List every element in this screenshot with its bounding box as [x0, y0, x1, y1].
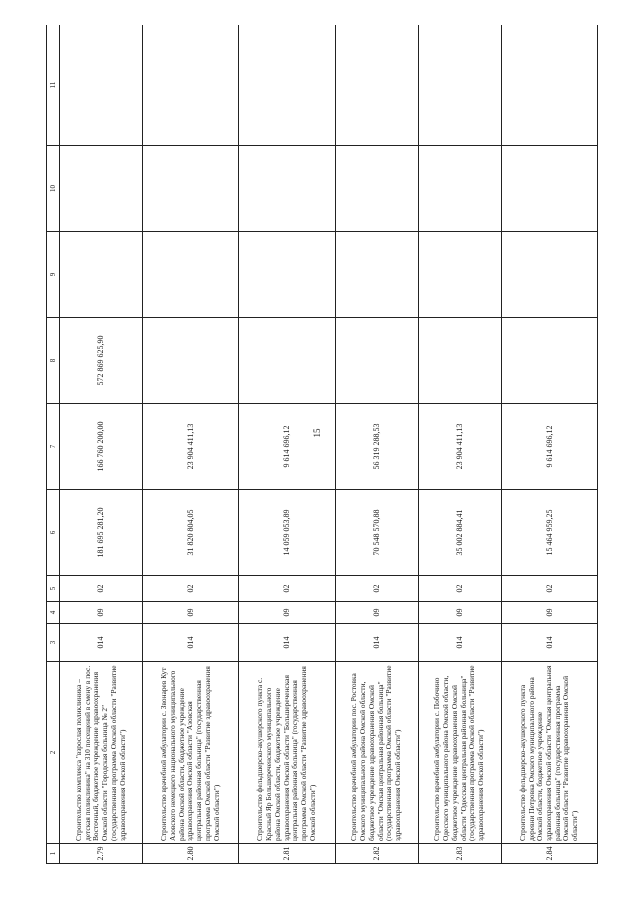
row-number: 2.84: [501, 844, 597, 864]
amount-col-6: 15 464 959,25: [501, 490, 597, 576]
amount-col-11: [335, 25, 418, 146]
amount-col-6: 181 695 281,20: [60, 490, 143, 576]
budget-table: [46, 25, 598, 864]
header-col-1: 1: [47, 844, 60, 864]
amount-col-8: [239, 318, 335, 404]
row-number: 2.83: [418, 844, 501, 864]
table-row: [335, 25, 418, 864]
amount-col-10: [143, 146, 239, 232]
code-col-4: 09: [143, 602, 239, 624]
amount-col-11: [239, 25, 335, 146]
header-col-7: 7: [47, 404, 60, 490]
amount-col-10: [239, 146, 335, 232]
table-row: [143, 25, 239, 864]
object-name: Строительство фельдшерско-акушерского пункта с. Красный Яр Большереченского муниципального района Омской области, бюджетное учреждение здравоохранения Омской области "Большереченская центральная районная больница" (государственная программа Омской области "Развитие здравоохранения Омской области"): [239, 662, 335, 844]
header-col-8: 8: [47, 318, 60, 404]
header-col-9: 9: [47, 232, 60, 318]
row-number: 2.79: [60, 844, 143, 864]
amount-col-9: [335, 232, 418, 318]
amount-col-7: 9 614 696,12: [239, 404, 335, 490]
amount-col-10: [501, 146, 597, 232]
code-col-5: 02: [60, 576, 143, 602]
amount-col-7: 23 904 411,13: [143, 404, 239, 490]
amount-col-8: [335, 318, 418, 404]
amount-col-8: 572 869 625,90: [60, 318, 143, 404]
code-col-4: 09: [501, 602, 597, 624]
code-col-5: 02: [239, 576, 335, 602]
header-col-6: 6: [47, 490, 60, 576]
row-number: 2.80: [143, 844, 239, 864]
header-row: [47, 25, 60, 864]
table-row: [418, 25, 501, 864]
code-col-5: 02: [143, 576, 239, 602]
header-col-4: 4: [47, 602, 60, 624]
code-col-5: 02: [501, 576, 597, 602]
row-number: 2.82: [335, 844, 418, 864]
amount-col-9: [239, 232, 335, 318]
amount-col-6: 35 002 884,41: [418, 490, 501, 576]
object-name: Строительство комплекса "взрослая поликлиника – детская поликлиника" на 310 посещений в смену в пос. Восточный, бюджетное учреждение здравоохранения Омской области "Городская больница № 2" (государственная программа Омской области "Развитие здравоохранения Омской области"): [60, 662, 143, 844]
amount-col-11: [60, 25, 143, 146]
amount-col-11: [143, 25, 239, 146]
header-col-11: 11: [47, 25, 60, 146]
amount-col-11: [418, 25, 501, 146]
header-col-10: 10: [47, 146, 60, 232]
code-col-3: 014: [501, 624, 597, 662]
code-col-3: 014: [418, 624, 501, 662]
amount-col-9: [501, 232, 597, 318]
amount-col-10: [335, 146, 418, 232]
page-number: 15: [312, 428, 322, 438]
object-name: Строительство врачебной амбулатории пос. Ростовка Омского муниципального района Омской области, бюджетное учреждение здравоохранения Омской области "Омская центральная районная больница" (государственная программа Омской области "Развитие здравоохранения Омской области"): [335, 662, 418, 844]
budget-table-container: [46, 25, 598, 864]
code-col-4: 09: [418, 602, 501, 624]
amount-col-6: 31 820 804,05: [143, 490, 239, 576]
header-col-3: 3: [47, 624, 60, 662]
object-name: Строительство врачебной амбулатории с. Звонарев Кут Азовского немецкого национального муниципального района Омской области, бюджетное учреждение здравоохранения Омской области "Азовская центральная районная больница" (государственная программа Омской области "Развитие здравоохранения Омской области"): [143, 662, 239, 844]
table-row: [239, 25, 335, 864]
amount-col-9: [143, 232, 239, 318]
amount-col-9: [60, 232, 143, 318]
object-name: Строительство врачебной амбулатории с. Побочино Одесского муниципального района Омской области, бюджетное учреждение здравоохранения Омской области "Одесская центральная районная больница" (государственная программа Омской области "Развитие здравоохранения Омской области"): [418, 662, 501, 844]
rotated-table-layer: [46, 25, 598, 864]
amount-col-10: [60, 146, 143, 232]
code-col-3: 014: [239, 624, 335, 662]
table-row: [60, 25, 143, 864]
amount-col-11: [501, 25, 597, 146]
header-col-2: 2: [47, 662, 60, 844]
code-col-4: 09: [239, 602, 335, 624]
code-col-3: 014: [143, 624, 239, 662]
code-col-3: 014: [335, 624, 418, 662]
row-number: 2.81: [239, 844, 335, 864]
amount-col-9: [418, 232, 501, 318]
amount-col-8: [143, 318, 239, 404]
amount-col-8: [501, 318, 597, 404]
amount-col-10: [418, 146, 501, 232]
header-col-5: 5: [47, 576, 60, 602]
amount-col-6: 70 548 570,88: [335, 490, 418, 576]
amount-col-7: 23 904 411,13: [418, 404, 501, 490]
code-col-5: 02: [418, 576, 501, 602]
code-col-5: 02: [335, 576, 418, 602]
amount-col-8: [418, 318, 501, 404]
amount-col-7: 56 319 288,53: [335, 404, 418, 490]
code-col-4: 09: [335, 602, 418, 624]
amount-col-7: 166 760 200,00: [60, 404, 143, 490]
code-col-3: 014: [60, 624, 143, 662]
table-row: [501, 25, 597, 864]
amount-col-7: 9 614 696,12: [501, 404, 597, 490]
object-name: Строительство фельдшерско-акушерского пункта деревни Петровка Омского муниципального района Омской области, бюджетное учреждение здравоохранения Омской области "Омская центральная районная больница" (государственная программа Омской области "Развитие здравоохранения Омской области"): [501, 662, 597, 844]
amount-col-6: 14 059 053,89: [239, 490, 335, 576]
code-col-4: 09: [60, 602, 143, 624]
